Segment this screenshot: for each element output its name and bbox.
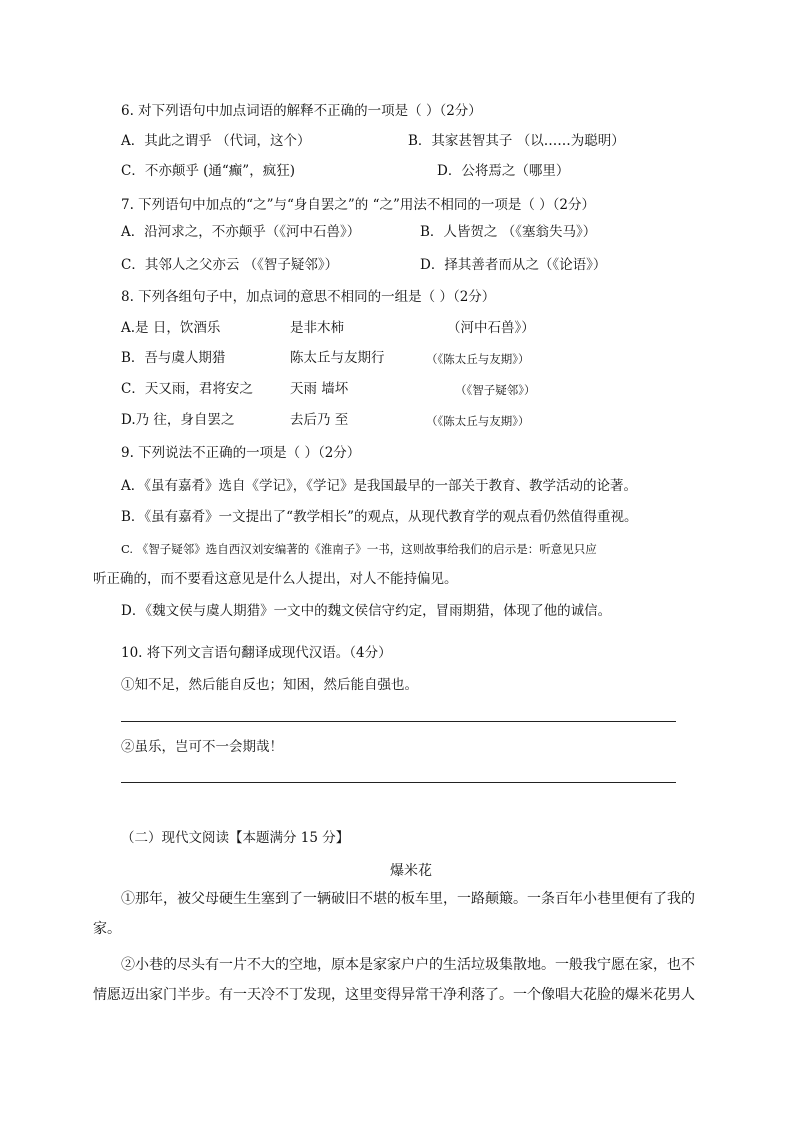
q10-stem: 10. 将下列文言语句翻译成现代汉语。（4分） bbox=[121, 645, 392, 661]
q7-option-a: A．沿河求之，不亦颠乎（《河中石兽》） bbox=[121, 224, 361, 240]
q7-option-d: D．择其善者而从之（《论语》） bbox=[420, 257, 607, 273]
q8-row-b-left: B．吾与虞人期猎 bbox=[121, 350, 226, 366]
passage-title: 爆米花 bbox=[390, 863, 432, 879]
passage-paragraph-1: ①那年，被父母硬生生塞到了一辆破旧不堪的板车里，一路颠簸。一条百年小巷里便有了我的家。 bbox=[93, 891, 695, 937]
q8-row-a-mid: 是非木柿 bbox=[290, 320, 344, 336]
q6-option-c: C．不亦颠乎 (通“癫”，疯狂) bbox=[121, 163, 295, 179]
q9-option-c-line1: C. 《智子疑邻》选自西汉刘安编著的《淮南子》一书，这则故事给我们的启示是：听意见只应 bbox=[121, 542, 597, 556]
q7-option-c: C．其邻人之父亦云 （《智子疑邻》） bbox=[121, 257, 339, 273]
q8-row-c-right: （《智子疑邻》） bbox=[455, 383, 536, 397]
q10-answer-line-1[interactable] bbox=[121, 721, 676, 722]
q9-option-c-line2: 听正确的，而不要看这意见是什么人提出，对人不能持偏见。 bbox=[93, 571, 458, 587]
q9-option-b: B．《虽有嘉肴》一文提出了“教学相长”的观点，从现代教育学的观点看仍然值得重视。 bbox=[121, 509, 638, 525]
q9-option-d: D．《魏文侯与虞人期猎》一文中的魏文侯信守约定，冒雨期猎，体现了他的诚信。 bbox=[121, 603, 612, 619]
q8-row-c-left: C．天又雨，君将安之 bbox=[121, 381, 253, 397]
section2-heading: （二）现代文阅读【本题满分 15 分】 bbox=[121, 830, 350, 846]
q6-stem: 6. 对下列语句中加点词语的解释不正确的一项是（ ）（2分） bbox=[121, 103, 482, 119]
q7-option-b: B．人皆贺之 （《塞翁失马》） bbox=[420, 224, 597, 240]
q10-sentence-1: ①知不足，然后能自反也；知困，然后能自强也。 bbox=[121, 677, 418, 693]
q8-row-b-mid: 陈太丘与友期行 bbox=[290, 350, 385, 366]
q8-row-c-mid: 天雨 墙坏 bbox=[290, 381, 349, 397]
q6-option-a: A．其此之谓乎 （代词，这个） bbox=[121, 133, 311, 149]
q8-row-d-mid: 去后乃 至 bbox=[290, 412, 349, 428]
q8-row-a-right: （河中石兽》） bbox=[447, 320, 535, 336]
q8-row-d-right: （《陈太丘与友期》） bbox=[426, 414, 530, 428]
q8-row-b-right: （《陈太丘与友期》） bbox=[426, 352, 530, 366]
q8-row-a-left: A.是 日，饮酒乐 bbox=[121, 320, 221, 336]
q9-option-a: A．《虽有嘉肴》选自《学记》，《学记》是我国最早的一部关于教育、教学活动的论著。 bbox=[121, 478, 637, 494]
q7-stem: 7. 下列语句中加点的“之”与“身自罢之”的 “之”用法不相同的一项是（ ）（2分） bbox=[121, 197, 596, 213]
q6-option-b: B．其家甚智其子 （以……为聪明） bbox=[408, 133, 625, 149]
q8-stem: 8. 下列各组句子中，加点词的意思不相同的一组是（ ）（2分） bbox=[121, 289, 496, 305]
q9-stem: 9. 下列说法不正确的一项是（ ）（2分） bbox=[121, 445, 361, 461]
q8-row-d-left: D.乃 往，身自罢之 bbox=[121, 412, 235, 428]
q10-sentence-2: ②虽乐，岂可不一会期哉！ bbox=[121, 739, 283, 755]
q10-answer-line-2[interactable] bbox=[121, 782, 676, 783]
q6-option-d: D．公将焉之（哪里） bbox=[437, 163, 570, 179]
passage-paragraph-2: ②小巷的尽头有一片不大的空地，原本是家家户户的生活垃圾集散地。一般我宁愿在家，也不情愿迈出家门半步。有一天冷不丁发现，这里变得异常干净利落了。一个像唱大花脸的爆米花男人 bbox=[93, 957, 695, 1003]
